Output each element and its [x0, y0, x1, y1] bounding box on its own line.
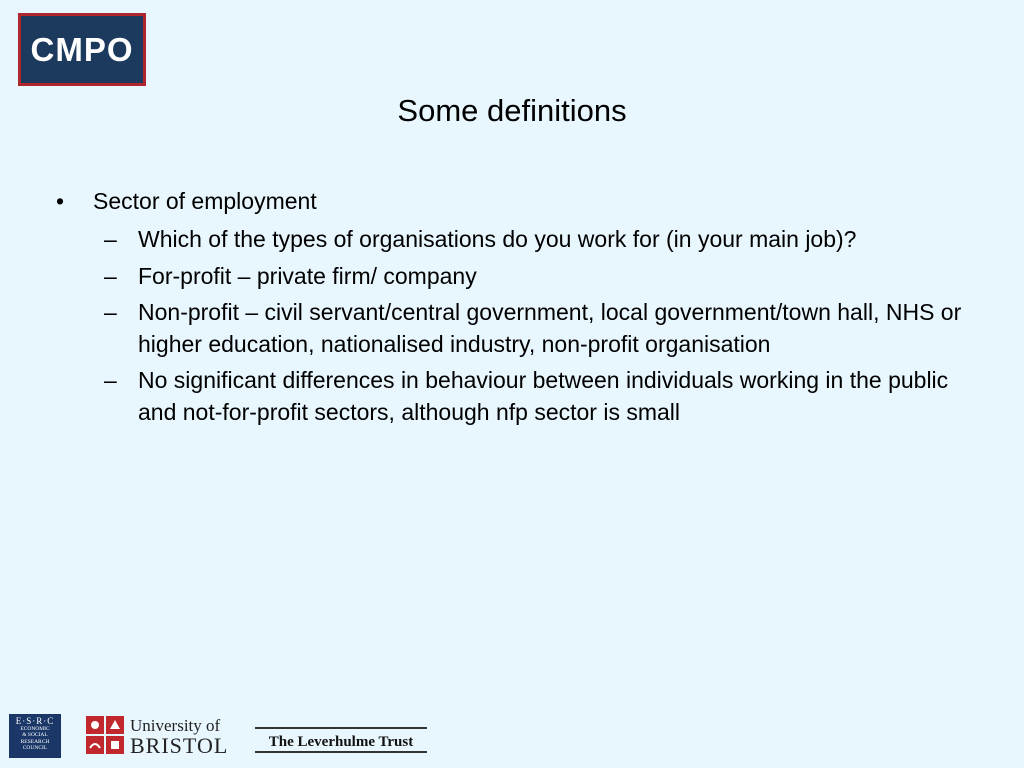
esrc-logo-line: COUNCIL: [22, 744, 48, 751]
sub-item-4: [104, 364, 984, 428]
bullet-text: Sector of employment: [93, 188, 317, 214]
esrc-logo-line: RESEARCH: [20, 738, 50, 745]
slide-title: Some definitions: [397, 93, 627, 128]
leverhulme-logo: The Leverhulme Trust: [255, 727, 427, 753]
cmpo-logo-text: CMPO: [30, 30, 134, 68]
dash-marker: –: [104, 367, 117, 393]
esrc-logo-line: & SOCIAL: [22, 732, 48, 739]
dash-marker: –: [104, 226, 117, 252]
bristol-line-2: BRISTOL: [130, 733, 229, 758]
esrc-logo-line: ECONOMIC: [20, 726, 50, 732]
sub-item-text: No significant differences in behaviour between individuals working in the public and not-for-profit sectors, although nfp sector is small: [138, 367, 949, 425]
esrc-logo-line: E·S·R·C: [15, 716, 55, 726]
bristol-crest-icon: [84, 714, 126, 758]
sub-item-text: For-profit – private firm/ company: [138, 263, 477, 289]
sub-item-1: [104, 223, 984, 255]
bristol-logo-text: [130, 717, 228, 757]
dash-marker: –: [104, 263, 117, 289]
bristol-line-1: University of: [130, 716, 221, 735]
footer-logos: [0, 706, 1024, 768]
dash-marker: –: [104, 299, 117, 325]
sub-item-text: Non-profit – civil servant/central government, local government/town hall, NHS or higher education, nationalised industry, non-profit organisation: [138, 299, 962, 357]
esrc-logo: [9, 714, 61, 758]
cmpo-logo: [18, 13, 146, 86]
bullet-marker: •: [56, 188, 65, 214]
sub-item-text: Which of the types of organisations do you work for (in your main job)?: [138, 226, 857, 252]
sub-item-3: [104, 296, 984, 360]
sub-item-2: [104, 260, 984, 292]
